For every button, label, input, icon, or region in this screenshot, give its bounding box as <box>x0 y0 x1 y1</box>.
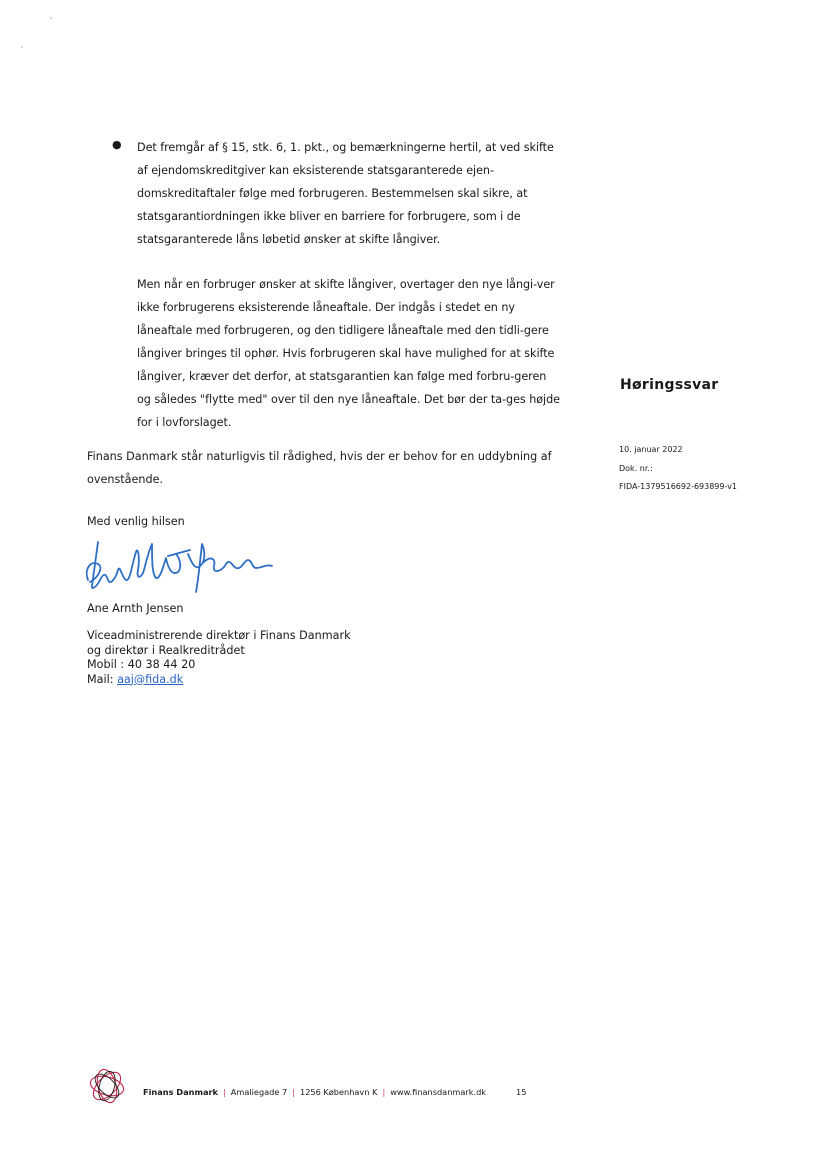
document-meta <box>619 441 737 497</box>
document-number-label: Dok. nr.: <box>619 463 653 473</box>
footer-separator: | <box>292 1087 295 1097</box>
footer-separator: | <box>382 1087 386 1097</box>
page-footer <box>143 1085 526 1099</box>
contact-block <box>87 629 351 687</box>
signer-name: Ane Arnth Jensen <box>87 602 184 615</box>
greeting: Med venlig hilsen <box>87 515 185 528</box>
closing-paragraph: Finans Danmark står naturligvis til rådighed, hvis der er behov for en uddybning af ovenstående. <box>87 450 552 486</box>
bullet-item <box>110 136 562 434</box>
signer-mail-row <box>87 673 351 688</box>
bullet-paragraph-1: Det fremgår af § 15, stk. 6, 1. pkt., og bemærkningerne hertil, at ved skifte af ejendomskreditgiver kan eksisterende statsgaranterede ejen-domskreditaftaler følge med forbrugeren. Bestemmelsen skal sikre, at statsgarantiordningen ikke bliver en barriere for forbrugere, som i de statsgaranterede låns løbetid ønsker at skifte långiver. <box>137 141 554 246</box>
signer-title-line-1: Viceadministrerende direktør i Finans Danmark <box>87 629 351 642</box>
bullet-paragraph-2: Men når en forbruger ønsker at skifte långiver, overtager den nye långi-ver ikke forbrugerens eksisterende låneaftale. Der indgås i stedet en ny låneaftale med forbrugeren, og den tidligere låneaftale med den tidli-gere långiver bringes til ophør. Hvis forbrugeren skal have mulighed for at skifte långiver, kræver det derfor, at statsgarantien kan følge med forbru-geren og således "flytte med" over til den nye låneaftale. Det bør der ta-ges højde for i lovforslaget. <box>137 278 560 429</box>
handwritten-signature <box>80 534 280 596</box>
footer-website[interactable]: www.finansdanmark.dk <box>390 1087 487 1097</box>
document-type-heading: Høringssvar <box>620 377 719 393</box>
finans-danmark-logo-icon <box>86 1066 128 1106</box>
document-date: 10. januar 2022 <box>619 445 683 454</box>
signer-phone: Mobil : 40 38 44 20 <box>87 658 196 671</box>
bullet-dot-icon: ● <box>112 138 122 151</box>
footer-brand: Finans Danmark <box>143 1087 218 1097</box>
scan-speck <box>21 46 23 48</box>
scan-speck <box>50 17 52 19</box>
document-number: FIDA-1379516692-693899-v1 <box>619 482 737 491</box>
mail-link[interactable]: aaj@fida.dk <box>117 672 184 686</box>
footer-city: 1256 København K <box>299 1087 378 1097</box>
mail-label: Mail: <box>87 672 118 686</box>
signer-title-line-2: og direktør i Realkreditrådet <box>87 643 245 657</box>
footer-separator: | <box>223 1087 226 1097</box>
footer-address: Amaliegade 7 <box>230 1087 288 1097</box>
page-number: 15 <box>516 1087 527 1097</box>
